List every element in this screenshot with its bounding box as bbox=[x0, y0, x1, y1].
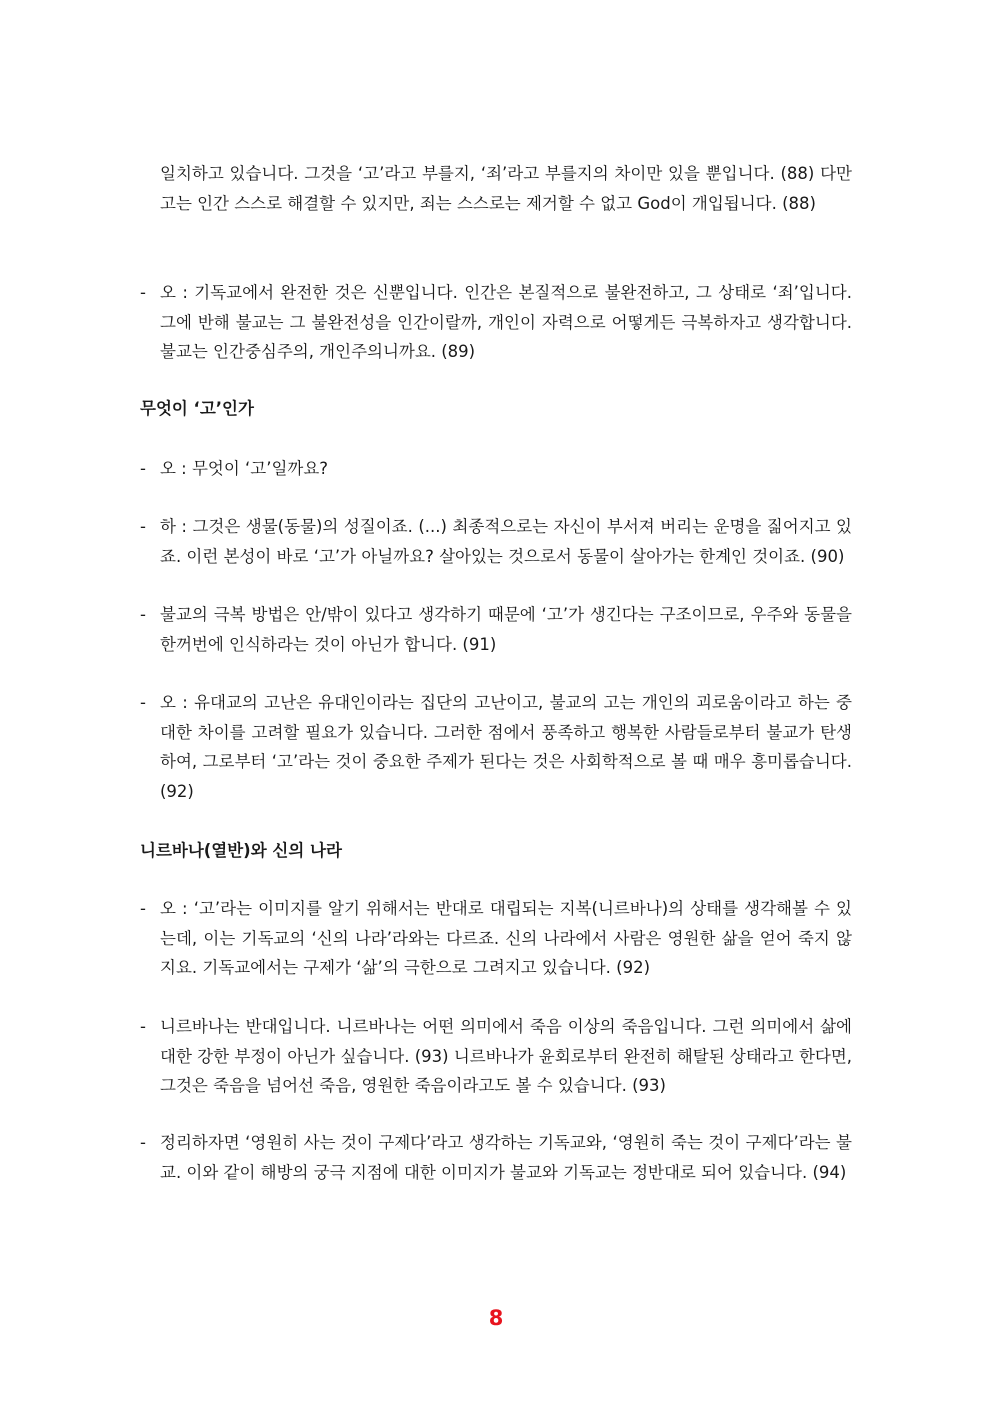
list-item-text: 오 : ‘고’라는 이미지를 알기 위해서는 반대로 대립되는 지복(니르바나)의 상태를 생각해볼 수 있는데, 이는 기독교의 ‘신의 나라’라와는 다르죠. 신의 나라에서 사람은 영원한 삶을 얻어 죽지 않지요. 기독교에서는 구제가 ‘삶’의 극한으로 그려지고 있습니다. (92) bbox=[160, 899, 852, 977]
bullet-dash: - bbox=[140, 283, 146, 302]
bullet-dash: - bbox=[140, 899, 146, 918]
bullet-dash: - bbox=[140, 1133, 146, 1152]
list-item bbox=[140, 1012, 852, 1101]
list-item-text: 하 : 그것은 생물(동물)의 성질이죠. (...) 최종적으로는 자신이 부서져 버리는 운명을 짊어지고 있죠. 이런 본성이 바로 ‘고’가 아닐까요? 살아있는 것으로서 동물이 살아가는 한계인 것이죠. (90) bbox=[160, 517, 852, 566]
list-item bbox=[140, 688, 852, 806]
list-item-text: 니르바나는 반대입니다. 니르바나는 어떤 의미에서 죽음 이상의 죽음입니다. 그런 의미에서 삶에 대한 강한 부정이 아닌가 싶습니다. (93) 니르바나가 윤회로부터 완전히 해탈된 상태라고 한다면, 그것은 죽음을 넘어선 죽음, 영원한 죽음이라고도 볼 수 있습니다. (93) bbox=[160, 1017, 852, 1095]
list-item bbox=[140, 454, 852, 484]
list-item bbox=[140, 600, 852, 659]
list-item bbox=[140, 512, 852, 571]
list-item-text: 불교의 극복 방법은 안/밖이 있다고 생각하기 때문에 ‘고’가 생긴다는 구조이므로, 우주와 동물을 한꺼번에 인식하라는 것이 아닌가 합니다. (91) bbox=[160, 605, 852, 654]
bullet-dash: - bbox=[140, 459, 146, 478]
section-heading: 무엇이 ‘고’인가 bbox=[140, 399, 254, 418]
section-heading: 니르바나(열반)와 신의 나라 bbox=[140, 841, 342, 860]
list-item-text: 오 : 기독교에서 완전한 것은 신뿐입니다. 인간은 본질적으로 불완전하고, 그 상태로 ‘죄’입니다. 그에 반해 불교는 그 불완전성을 인간이랄까, 개인이 자력으로 어떻게든 극복하자고 생각합니다. 불교는 인간중심주의, 개인주의니까요. (89) bbox=[160, 283, 852, 361]
bullet-dash: - bbox=[140, 693, 146, 712]
list-item-text: 오 : 무엇이 ‘고’일까요? bbox=[160, 459, 329, 478]
bullet-dash: - bbox=[140, 1017, 146, 1036]
bullet-dash: - bbox=[140, 605, 146, 624]
list-item bbox=[140, 1128, 852, 1187]
list-item-text: 정리하자면 ‘영원히 사는 것이 구제다’라고 생각하는 기독교와, ‘영원히 죽는 것이 구제다’라는 불교. 이와 같이 해방의 궁극 지점에 대한 이미지가 불교와 기독교는 정반대로 되어 있습니다. (94) bbox=[160, 1133, 852, 1182]
bullet-dash: - bbox=[140, 517, 146, 536]
list-item-text: 오 : 유대교의 고난은 유대인이라는 집단의 고난이고, 불교의 고는 개인의 괴로움이라고 하는 중대한 차이를 고려할 필요가 있습니다. 그러한 점에서 풍족하고 행복한 사람들로부터 불교가 탄생하여, 그로부터 ‘고’라는 것이 중요한 주제가 된다는 것은 사회학적으로 볼 때 매우 흥미롭습니다. (92) bbox=[160, 693, 852, 801]
list-item bbox=[140, 278, 852, 367]
paragraph-text: 일치하고 있습니다. 그것을 ‘고’라고 부를지, ‘죄’라고 부를지의 차이만 있을 뿐입니다. (88) 다만 고는 인간 스스로 해결할 수 있지만, 죄는 스스로는 제거할 수 없고 God이 개입됩니다. (88) bbox=[160, 164, 852, 213]
paragraph-continuation bbox=[140, 159, 852, 218]
page-number: 8 bbox=[488, 1306, 504, 1330]
list-item bbox=[140, 894, 852, 983]
